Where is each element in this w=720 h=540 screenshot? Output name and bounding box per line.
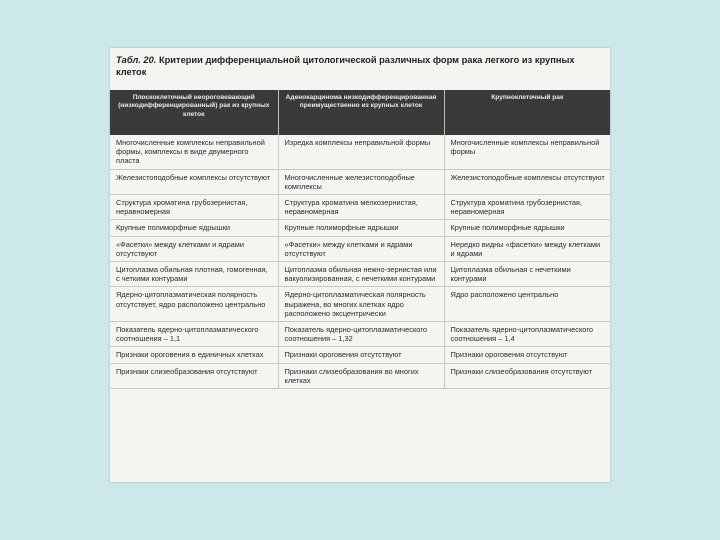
table-row — [110, 220, 610, 236]
table-cell: Показатель ядерно-цитоплазматического соотношения – 1,4 — [444, 322, 610, 347]
table-cell: Признаки слизеобразования отсутствуют — [444, 363, 610, 388]
table-cell: Изредка комплексы неправильной формы — [278, 135, 444, 169]
table-row — [110, 363, 610, 388]
table-cell: «Фасетки» между клетками и ядрами отсутствуют — [278, 236, 444, 261]
table-cell: Многочисленные комплексы неправильной формы — [444, 135, 610, 169]
header-adenocarcinoma: Аденокарцинома низкодифференцированная преимущественно из крупных клеток — [278, 90, 444, 135]
table-cell: Цитоплазма обильная плотная, гомогенная, с четкими контурами — [110, 262, 278, 287]
table-cell: Структура хроматина мелкозернистая, неравномерная — [278, 195, 444, 220]
table-cell: Многочисленные железистоподобные комплексы — [278, 169, 444, 194]
table-cell: Железистоподобные комплексы отсутствуют — [444, 169, 610, 194]
table-cell: Признаки слизеобразования отсутствуют — [110, 363, 278, 388]
table-cell: Структура хроматина грубозернистая, неравномерная — [444, 195, 610, 220]
table-cell: Структура хроматина грубозернистая, неравномерная — [110, 195, 278, 220]
table-row — [110, 347, 610, 363]
table-cell: Признаки ороговения отсутствуют — [278, 347, 444, 363]
table-cell: Крупные полиморфные ядрышки — [110, 220, 278, 236]
table-row — [110, 287, 610, 322]
header-squamous: Плоскоклеточный неороговевающий (низкодифференцированный) рак из крупных клеток — [110, 90, 278, 135]
table-cell: Цитоплазма обильная нежно-зернистая или вакуолизированная, с нечеткими контурами — [278, 262, 444, 287]
table-row — [110, 262, 610, 287]
table-row — [110, 195, 610, 220]
table-row — [110, 135, 610, 169]
table-cell: Признаки ороговения в единичных клетках — [110, 347, 278, 363]
table-cell: «Фасетки» между клетками и ядрами отсутствуют — [110, 236, 278, 261]
table-cell: Ядерно-цитоплазматическая полярность отсутствует, ядро расположено центрально — [110, 287, 278, 322]
scanned-page — [110, 48, 610, 482]
table-row — [110, 322, 610, 347]
table-row — [110, 169, 610, 194]
table-title: Критерии дифференциальной цитологической различных форм рака легкого из крупных клеток — [116, 55, 575, 77]
table-cell: Крупные полиморфные ядрышки — [278, 220, 444, 236]
table-cell: Нередко видны «фасетки» между клетками и ядрами — [444, 236, 610, 261]
table-cell: Многочисленные комплексы неправильной формы, комплексы в виде двумерного пласта — [110, 135, 278, 169]
table-row — [110, 236, 610, 261]
table-caption — [116, 54, 606, 78]
table-cell: Ядро расположено центрально — [444, 287, 610, 322]
table-cell: Показатель ядерно-цитоплазматического соотношения – 1,32 — [278, 322, 444, 347]
table-cell: Показатель ядерно-цитоплазматического соотношения – 1,1 — [110, 322, 278, 347]
table-cell: Железистоподобные комплексы отсутствуют — [110, 169, 278, 194]
header-large-cell: Крупноклеточный рак — [444, 90, 610, 135]
table-header-row — [110, 90, 610, 135]
table-cell: Цитоплазма обильная с нечеткими контурами — [444, 262, 610, 287]
criteria-table — [110, 90, 610, 389]
table-cell: Признаки ороговения отсутствуют — [444, 347, 610, 363]
table-cell: Ядерно-цитоплазматическая полярность выражена, во многих клетках ядро расположено эксцентрически — [278, 287, 444, 322]
table-cell: Крупные полиморфные ядрышки — [444, 220, 610, 236]
table-cell: Признаки слизеобразования во многих клетках — [278, 363, 444, 388]
table-number: Табл. 20. — [116, 55, 157, 65]
